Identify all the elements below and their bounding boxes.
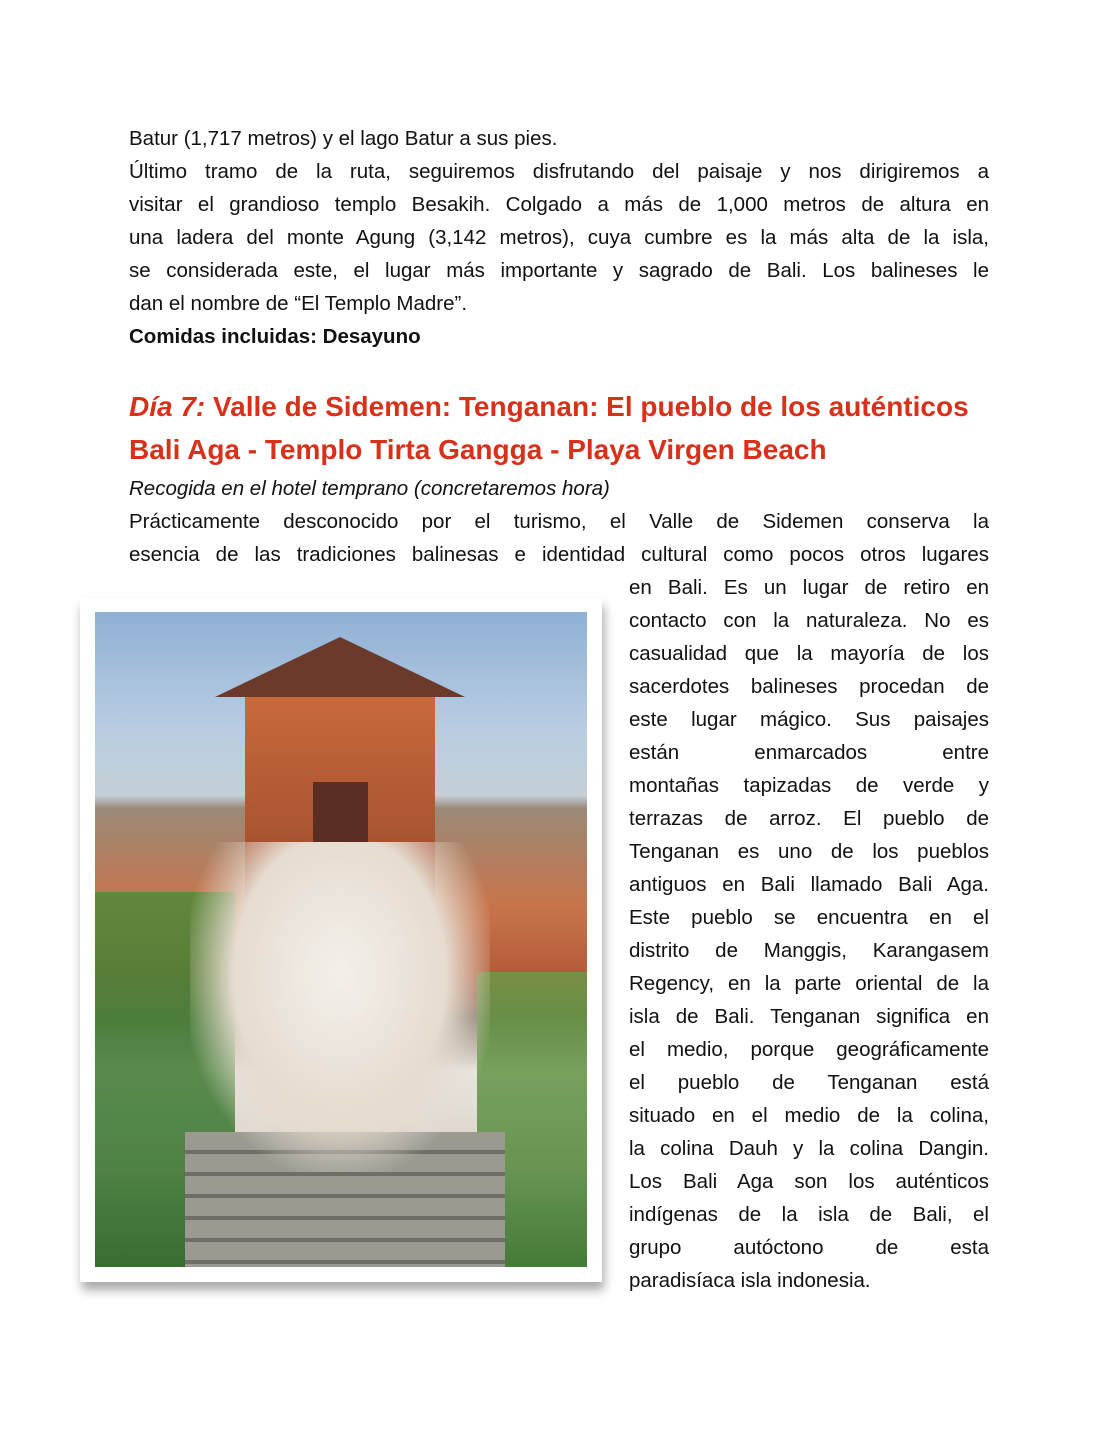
- day-body: [129, 472, 989, 571]
- text-line: este lugar mágico. Sus paisajes: [629, 708, 989, 731]
- text-line: esencia de las tradiciones balinesas e identidad cultural como pocos otros lugares: [129, 543, 989, 566]
- text-line: grupo autóctono de esta: [629, 1236, 989, 1259]
- text-line: sacerdotes balineses procedan de: [629, 675, 989, 698]
- text-line: Regency, en la parte oriental de la: [629, 972, 989, 995]
- text-line: una ladera del monte Agung (3,142 metros), cuya cumbre es la más alta de la isla,: [129, 226, 989, 249]
- text-line: distrito de Manggis, Karangasem: [629, 939, 989, 962]
- text-line: Batur (1,717 metros) y el lago Batur a sus pies.: [129, 127, 558, 150]
- meals-included: Comidas incluidas: Desayuno: [129, 325, 421, 348]
- text-line: antiguos en Bali llamado Bali Aga.: [629, 873, 989, 896]
- text-line: están enmarcados entre: [629, 741, 989, 764]
- wrapped-text-column: [629, 571, 989, 1297]
- text-line: casualidad que la mayoría de los: [629, 642, 989, 665]
- text-line: paradisíaca isla indonesia.: [629, 1269, 871, 1292]
- pickup-subtitle: Recogida en el hotel temprano (concretaremos hora): [129, 477, 610, 500]
- text-line: terrazas de arroz. El pueblo de: [629, 807, 989, 830]
- text-line: indígenas de la isla de Bali, el: [629, 1203, 989, 1226]
- text-line: Este pueblo se encuentra en el: [629, 906, 989, 929]
- text-line: dan el nombre de “El Templo Madre”.: [129, 292, 468, 315]
- group-photo-frame: [80, 598, 602, 1282]
- text-line: se considerada este, el lugar más importante y sagrado de Bali. Los balineses le: [129, 259, 989, 282]
- group-photo-temple: [95, 612, 587, 1267]
- text-line: la colina Dauh y la colina Dangin.: [629, 1137, 989, 1160]
- text-line: montañas tapizadas de verde y: [629, 774, 989, 797]
- text-line: Tenganan es uno de los pueblos: [629, 840, 989, 863]
- text-line: el medio, porque geográficamente: [629, 1038, 989, 1061]
- day-heading: [129, 385, 989, 471]
- text-line: en Bali. Es un lugar de retiro en: [629, 576, 989, 599]
- text-line: visitar el grandioso templo Besakih. Colgado a más de 1,000 metros de altura en: [129, 193, 989, 216]
- text-line: isla de Bali. Tenganan significa en: [629, 1005, 989, 1028]
- text-line: Los Bali Aga son los auténticos: [629, 1170, 989, 1193]
- intro-paragraph: [129, 122, 989, 353]
- text-line: situado en el medio de la colina,: [629, 1104, 989, 1127]
- heading-text: Valle de Sidemen: Tenganan: El pueblo de los auténticos: [213, 391, 969, 422]
- text-line: Último tramo de la ruta, seguiremos disfrutando del paisaje y nos dirigiremos a: [129, 160, 989, 183]
- text-line: el pueblo de Tenganan está: [629, 1071, 989, 1094]
- day-label: Día 7:: [129, 391, 206, 422]
- text-line: contacto con la naturaleza. No es: [629, 609, 989, 632]
- heading-line-1: [129, 385, 989, 428]
- text-line: Prácticamente desconocido por el turismo, el Valle de Sidemen conserva la: [129, 510, 989, 533]
- heading-line-2: Bali Aga - Templo Tirta Gangga - Playa Virgen Beach: [129, 434, 827, 465]
